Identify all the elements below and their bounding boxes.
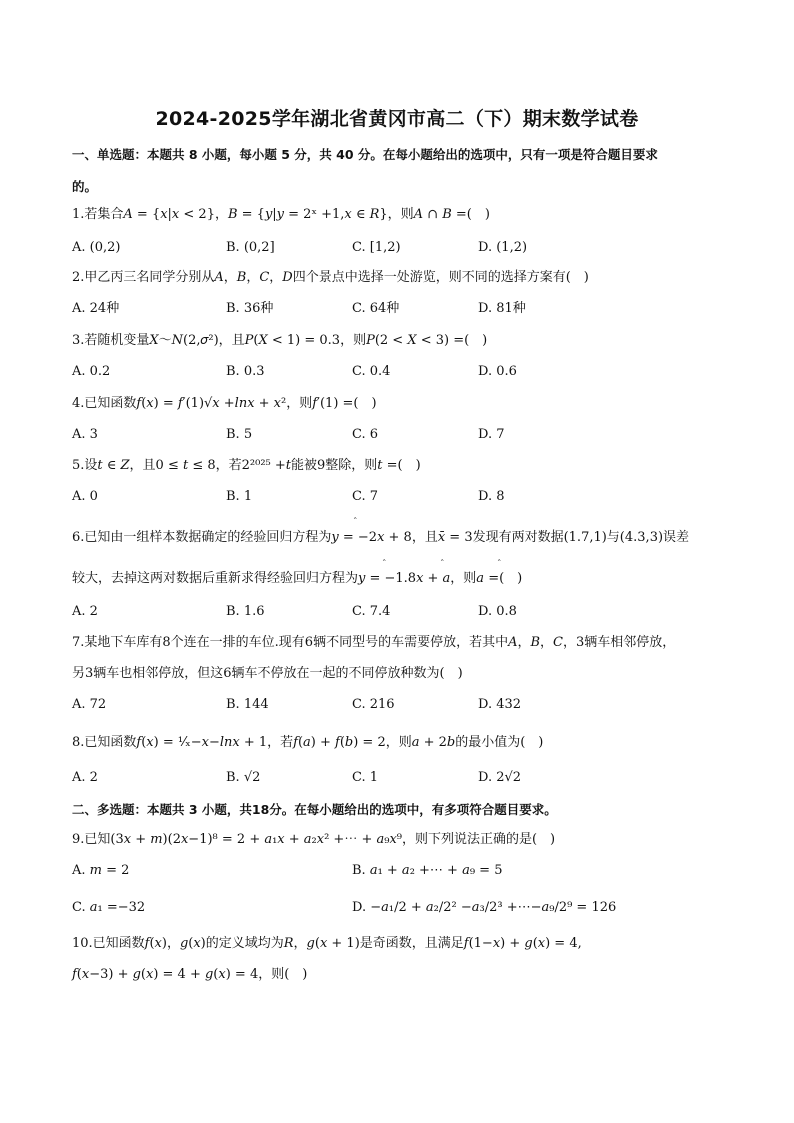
question-7-stem-continuation: 另3辆车也相邻停放，但这6辆车不停放在一起的不同停放种数为( ) [72, 666, 463, 681]
regression-hat-mark: ˆ [440, 560, 445, 570]
question-5-option-a[interactable]: A. 0 [72, 489, 98, 504]
question-7-option-c[interactable]: C. 216 [352, 697, 395, 712]
question-4-option-c[interactable]: C. 6 [352, 427, 379, 442]
question-6-option-a[interactable]: A. 2 [72, 604, 98, 619]
question-9-option-b[interactable]: B. 𝑎₁ + 𝑎₂ +⋯ + 𝑎₉ = 5 [352, 863, 503, 878]
page-title: 2024-2025学年湖北省黄冈市高二（下）期末数学试卷 [155, 108, 639, 130]
question-1-option-a[interactable]: A. (0,2) [72, 240, 121, 255]
section-heading-text: 一、单选题：本题共 8 小题，每小题 5 分，共 40 分。在每小题给出的选项中，只有一项是符合题目要求 [72, 147, 658, 162]
question-9-option-d[interactable]: D. −𝑎₁/2 + 𝑎₂/2² −𝑎₃/2³ +⋯−𝑎₉/2⁹ = 126 [352, 900, 617, 915]
question-5-option-c[interactable]: C. 7 [352, 489, 379, 504]
question-5-option-d[interactable]: D. 8 [478, 489, 505, 504]
section-heading-single-choice [72, 146, 732, 164]
question-6-option-b[interactable]: B. 1.6 [226, 604, 265, 619]
question-3-option-a[interactable]: A. 0.2 [72, 364, 111, 379]
question-4-option-d[interactable]: D. 7 [478, 427, 505, 442]
question-2-option-b[interactable]: B. 36种 [226, 301, 274, 316]
question-7-option-a[interactable]: A. 72 [72, 697, 107, 712]
question-2-option-d[interactable]: D. 81种 [478, 301, 526, 316]
question-3-option-b[interactable]: B. 0.3 [226, 364, 265, 379]
question-7-stem: 7.某地下车库有8个连在一排的车位.现有6辆不同型号的车需要停放，若其中𝐴，𝐵，𝐶，3辆车相邻停放， [72, 635, 676, 650]
regression-hat-mark: ˆ [353, 518, 358, 528]
question-1-option-d[interactable]: D. (1,2) [478, 240, 528, 255]
question-3-stem: 3.若随机变量𝑋～𝑁(2,𝜎²)，且𝑃(𝑋 < 1) = 0.3，则𝑃(2 < 𝑋 < 3) =( ) [72, 333, 488, 348]
question-1-option-c[interactable]: C. [1,2) [352, 240, 401, 255]
question-6-stem: 6.已知由一组样本数据确定的经验回归方程为𝑦 = −2𝑥 + 8，且𝑥̄ = 3发现有两对数据(1.7,1)与(4.3,3)误差 [72, 530, 690, 545]
question-1-stem: 1.若集合𝐴 = {𝑥|𝑥 < 2}，𝐵 = {𝑦|𝑦 = 2ˣ +1,𝑥 ∈ 𝑅}，则𝐴 ∩ 𝐵 =( ) [72, 207, 490, 222]
question-2-stem: 2.甲乙丙三名同学分别从𝐴，𝐵，𝐶，𝐷四个景点中选择一处游览，则不同的选择方案有( ) [72, 270, 589, 285]
question-5-stem: 5.设𝑡 ∈ 𝑍，且0 ≤ 𝑡 ≤ 8，若2²⁰²⁵ +𝑡能被9整除，则𝑡 =( ) [72, 458, 421, 473]
question-5-option-b[interactable]: B. 1 [226, 489, 253, 504]
question-9-stem: 9.已知(3𝑥 + 𝑚)(2𝑥−1)⁸ = 2 + 𝑎₁𝑥 + 𝑎₂𝑥² +⋯ + 𝑎₉𝑥⁹，则下列说法正确的是( ) [72, 832, 556, 847]
question-8-option-a[interactable]: A. 2 [72, 770, 98, 785]
question-9-option-a[interactable]: A. 𝑚 = 2 [72, 863, 130, 878]
question-4-option-a[interactable]: A. 3 [72, 427, 98, 442]
question-7-option-b[interactable]: B. 144 [226, 697, 269, 712]
section-heading-text: 二、多选题：本题共 3 小题，共18分。在每小题给出的选项中，有多项符合题目要求。 [72, 802, 557, 817]
question-4-stem: 4.已知函数𝑓(𝑥) = 𝑓′(1)√𝑥 +𝑙𝑛𝑥 + 𝑥²，则𝑓′(1) =( ) [72, 396, 377, 411]
question-3-option-d[interactable]: D. 0.6 [478, 364, 517, 379]
question-6-option-c[interactable]: C. 7.4 [352, 604, 391, 619]
question-8-option-b[interactable]: B. √2 [226, 770, 261, 785]
question-8-option-d[interactable]: D. 2√2 [478, 770, 522, 785]
question-3-option-c[interactable]: C. 0.4 [352, 364, 391, 379]
question-8-stem: 8.已知函数𝑓(𝑥) = ¹⁄ₓ−𝑥−𝑙𝑛𝑥 + 1，若𝑓(𝑎) + 𝑓(𝑏) = 2，则𝑎 + 2𝑏的最小值为( ) [72, 735, 544, 750]
question-10-stem-continuation: 𝑓(𝑥−3) + 𝑔(𝑥) = 4 + 𝑔(𝑥) = 4，则( ) [72, 967, 308, 982]
section-heading-multiple-choice [72, 801, 732, 819]
section-heading-continuation: 的。 [72, 179, 98, 194]
question-6-stem-continuation: 较大，去掉这两对数据后重新求得经验回归方程为𝑦 = −1.8𝑥 + 𝑎，则𝑎 =( ) [72, 571, 523, 586]
question-10-stem: 10.已知函数𝑓(𝑥)，𝑔(𝑥)的定义域均为𝑅，𝑔(𝑥 + 1)是奇函数，且满足𝑓(1−𝑥) + 𝑔(𝑥) = 4, [72, 936, 582, 951]
question-6-option-d[interactable]: D. 0.8 [478, 604, 517, 619]
regression-hat-mark: ˆ [497, 560, 502, 570]
question-2-option-a[interactable]: A. 24种 [72, 301, 120, 316]
question-2-option-c[interactable]: C. 64种 [352, 301, 400, 316]
question-9-option-c[interactable]: C. 𝑎₁ =−32 [72, 900, 146, 915]
regression-hat-mark: ˆ [382, 560, 387, 570]
question-8-option-c[interactable]: C. 1 [352, 770, 379, 785]
question-7-option-d[interactable]: D. 432 [478, 697, 522, 712]
question-1-option-b[interactable]: B. (0,2] [226, 240, 275, 255]
question-4-option-b[interactable]: B. 5 [226, 427, 253, 442]
